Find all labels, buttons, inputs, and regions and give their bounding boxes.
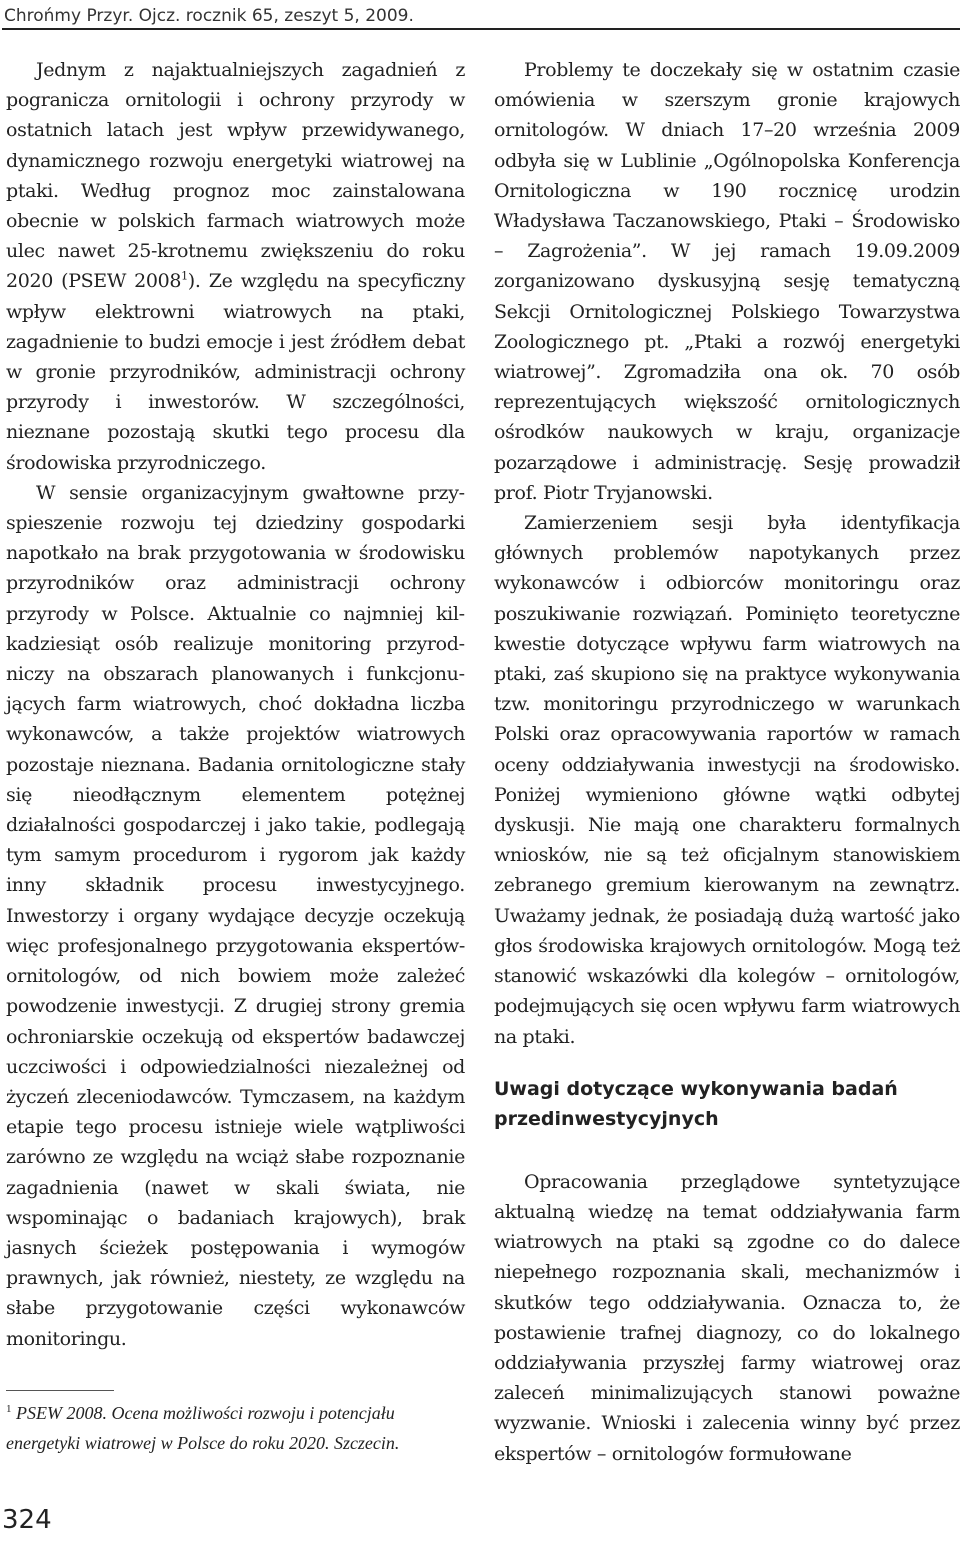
paragraph-conference: Problemy te doczekały się w ostatnim czasie omówienia w szerszym gronie krajowych ornitologów. W dniach 17–20 września 2009 odbyła się w Lublinie „Ogólnopolska Konferencja Ornitologiczna w 190 rocznicę urodzin Władysława Taczanowskiego, Ptaki – Środowisko – Zagrożenia”. W jej ramach 19.09.2009 zorganizowano dyskusyjną sesję tematyczną Sekcji Ornitologicznej Polskiego Towarzystwa Zoologicznego pt. „Ptaki a rozwój energetyki wiatrowej”. Zgromadziła ona ok. 70 osób reprezentujących większość ornitologicznych ośrodków naukowych w kraju, organizacje pozarządowe i administrację. Sesję prowadził prof. Piotr Tryjanowski.	[494, 59, 960, 504]
footnote	[6, 1398, 466, 1458]
left-column	[6, 55, 465, 1354]
paragraph-intro-text-b: ). Ze względu na specyficzny wpływ elektrowni wiatrowych na ptaki, zagadnienie to budzi emocje i jest źródłem debat w gronie przyrodników, administracji ochrony przyrody i inwestorów. W szczególności, nieznane pozostają skutki tego procesu dla środowiska przyrodniczego.	[6, 270, 465, 474]
paragraph-reviews: Opracowania przeglądowe syntetyzujące aktualną wiedzę na temat oddziaływania farm wiatrowych na ptaki są zgodne co do dalece niepełnego rozpoznania skali, mechanizmów i skutków tego oddziaływania. Oznacza to, że postawienie trafnej diagnozy, co do lokalnego oddziaływania przyszłej farmy wiatrowej oraz zaleceń minimalizujących stanowi poważne wyzwanie. Wnioski i zalecenia winny być przez ekspertów – ornitologów formułowane	[494, 1170, 960, 1465]
running-head: Chrońmy Przyr. Ojcz. rocznik 65, zeszyt 5, 2009.	[4, 6, 414, 26]
section-heading: Uwagi dotyczące wykonywania badań przedinwestycyjnych	[494, 1077, 898, 1130]
footnote-text: PSEW 2008. Ocena możliwości rozwoju i potencjału energetyki wiatrowej w Polsce do roku 2020. Szczecin.	[6, 1403, 400, 1453]
paragraph-session-aims: Zamierzeniem sesji była identyfikacja głównych problemów napotykanych przez wykonawców i odbiorców monitoringu oraz poszukiwanie rozwiązań. Pominięto teoretyczne kwestie dotyczące wpływu farm wiatrowych na ptaki, zaś skupiono się na praktyce wykonywania tzw. monitoringu przyrodniczego w warunkach Polski oraz opracowywania raportów w ramach oceny oddziaływania inwestycji na środowisko. Poniżej wymieniono główne wątki odbytej dyskusji. Nie mają one charakteru formalnych wniosków, nie są też oficjalnym stanowiskiem zebranego gremium kierowanym na zewnątrz. Uważamy jednak, że posiadają dużą wartość jako głos środowiska krajowych ornitologów. Mogą też stanowić wskazówki dla kolegów – ornitologów, podejmujących się ocen wpływu farm wiatrowych na ptaki.	[494, 512, 960, 1048]
footnote-reference: 1	[181, 270, 188, 284]
paragraph-organizational: W sensie organizacyjnym gwałtowne przyspieszenie rozwoju tej dziedziny gospodarki napotkało na brak przygotowania w środowisku przyrodników oraz administracji ochrony przyrody w Polsce. Aktualnie co najmniej kilkadziesiąt osób realizuje monitoring przyrodniczy na obszarach planowanych i funkcjonujących farm wiatrowych, choć dokładna liczba wykonawców, a także projektów wiatrowych pozostaje nieznana. Badania ornitologiczne stały się nieodłącznym elementem potężnej działalności gospodarczej i jako takie, podlegają tym samym procedurom i rygorom jak każdy inny składnik procesu inwestycyjnego. Inwestorzy i organy wydające decyzje oczekują więc profesjonalnego przygotowania ekspertów-ornitologów, od nich bowiem może zależeć powodzenie inwestycji. Z drugiej strony gremia ochroniarskie oczekują od ekspertów badawczej uczciwości i odpowiedzialności niezależnej od życzeń zleceniodawców. Tymczasem, na każdym etapie tego procesu istnieje wiele wątpliwości zarówno ze względu na wciąż słabe rozpoznanie zagadnienia (nawet w skali świata, nie wspominając o badaniach krajowych), brak jasnych ścieżek postępowania i wymogów prawnych, jak również, niestety, ze względu na słabe przygotowanie części wykonawców monitoringu.	[6, 481, 465, 1350]
paragraph-intro-text-a: Jednym z najaktualniejszych zagadnień z pogranicza ornitologii i ochrony przyrody w ostatnich latach jest wpływ przewidywanego, dynamicznego rozwoju energetyki wiatrowej na ptaki. Według prognoz moc zainstalowana obecnie w polskich farmach wiatrowych może ulec nawet 25-krotnemu zwiększeniu do roku 2020 (PSEW 2008	[6, 59, 465, 293]
right-column	[494, 55, 960, 1469]
paragraph-intro	[6, 55, 465, 478]
footnote-marker: 1	[6, 1403, 12, 1415]
page-number: 324	[2, 1505, 52, 1535]
footnote-rule	[6, 1390, 114, 1391]
header-rule	[2, 28, 960, 30]
